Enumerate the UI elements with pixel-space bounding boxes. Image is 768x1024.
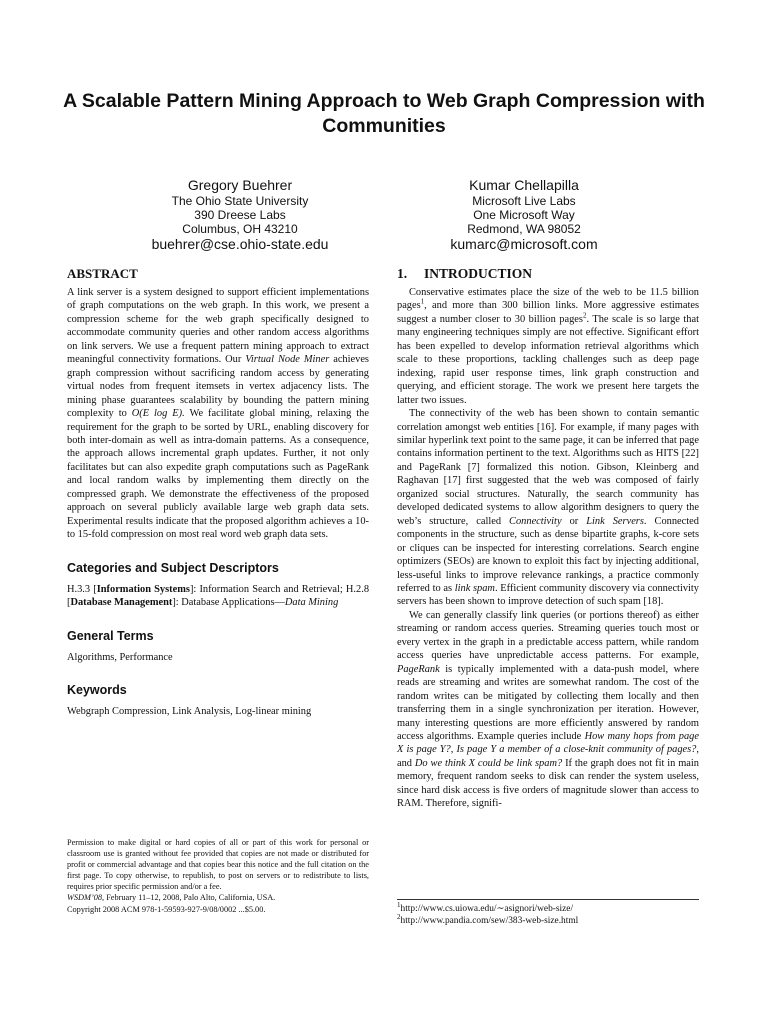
paper-title: A Scalable Pattern Mining Approach to Web Graph Compression with Communities [63, 90, 705, 137]
section-number: 1. [397, 266, 408, 281]
intro-paragraph-2 [397, 407, 699, 609]
author-email: kumarc@microsoft.com [450, 236, 598, 252]
footnote-url: http://www.pandia.com/sew/383-web-size.html [400, 916, 579, 926]
categories-heading: Categories and Subject Descriptors [67, 560, 279, 575]
footnote-ref: 1 [420, 297, 425, 306]
intro-paragraph-1 [397, 286, 699, 407]
footnote [397, 900, 699, 915]
categories-text [67, 583, 369, 610]
footnote-mark: 1 [397, 900, 401, 909]
text-part: is typically implemented with a data-push model, where reads are streaming and writes are somewhat random. The cost of the random writes can be mitigated by collecting them locally and then transferring them in a single synchronization per iteration. However, many interesting questions are more efficiently answered by random access algorithms. Example queries include [397, 663, 699, 742]
author-name: Gregory Buehrer [187, 177, 293, 193]
example-query: Do we think X could be link spam? [414, 757, 563, 769]
example-query: Is page Y a member of a close-knit community of pages? [456, 744, 697, 756]
text-part: , and [397, 744, 699, 769]
right-column [397, 265, 699, 811]
text-part: Conservative estimates place the size of the web to be 11.5 billion pages [397, 287, 699, 312]
abstract-text [67, 286, 369, 542]
footnote-mark: 2 [397, 912, 401, 921]
italic-term: Connectivity [509, 515, 562, 527]
left-column [67, 265, 369, 718]
text-part: . Connected components in the structure, such as dense bipartite graphs, k-core sets or cliques can be inspected for interesting correlations. Search engine optimizers (SEOs) are known to exploit this fact by injecting additional, less-useful links to improve relevance rankings, a practice commonly referred to as [397, 515, 699, 594]
general-terms-text: Algorithms, Performance [67, 651, 173, 663]
text-part: If the graph does not fit in main memory, frequent random seeks to disk can render the system useless, since hard disk access is five orders of magnitude slower than access to RAM. Therefore, signifi- [397, 757, 700, 810]
intro-heading [397, 265, 699, 282]
text-part: The connectivity of the web has been shown to contain semantic correlation amongst web entities [16]. For example, if many pages with similar hyperlink text point to the same page, it can be inferred that page contains information pertinent to the text. Algorithms such as HITS [22] and PageRank [7] formalized this notion. Gibson, Kleinberg and Raghavan [17] first suggested that the web was composed of fairly organized social structures. Naturally, the search community has developed dedicated systems to allow algorithm designers to query the web’s structure, called [397, 408, 699, 527]
author-affiliation-line: One Microsoft Way [473, 208, 575, 222]
category-italic: Data Mining [284, 597, 339, 609]
category-name: Database Management [70, 597, 173, 609]
abstract-text-part: achieves graph compression without sacrificing random access by generating virtual nodes from frequent itemsets in vertex adjacency lists. The mining phase guarantees scalability by bounding the pattern mining complexity to [67, 354, 369, 420]
text-part: . Efficient community discovery via connectivity servers has been shown to improve detection of such spam [18]. [397, 582, 699, 608]
author-name: Kumar Chellapilla [469, 177, 579, 193]
italic-term: Link Servers [586, 515, 644, 527]
author-block-1 [90, 176, 390, 253]
permission-text: Permission to make digital or hard copies of all or part of this work for personal or classroom use is granted without fee provided that copies are not made or distributed for profit or commercial advantage and that copies bear this notice and the full citation on the first page. To copy otherwise, to republish, to post on servers or to redistribute to lists, requires prior specific permission and/or a fee. [67, 838, 369, 892]
author-email: buehrer@cse.ohio-state.edu [151, 236, 329, 252]
abstract-text-part: We facilitate global mining, relaxing the requirement for the graph to be sorted by URL, enabling discovery for both inter-domain as well as intra-domain patterns. As a consequence, the approach allows incremental graph updates. Further, it not only facilitates but can also expedite graph computations such as PageRank and local random walks by implementing them directly on the compressed graph. We demonstrate the effectiveness of the proposed approach on several publicly available large web graph data sets. Experimental results indicate that the proposed algorithm achieves a 10- to 15-fold compression on most real word web graph data sets. [67, 408, 369, 541]
permission-notice [67, 837, 369, 915]
virtual-node-miner-term: Virtual Node Miner [245, 354, 330, 366]
footnotes [397, 899, 699, 927]
footnote-ref: 2 [582, 311, 587, 320]
keywords-text: Webgraph Compression, Link Analysis, Log-linear mining [67, 705, 312, 717]
author-affiliation-line: 390 Dreese Labs [194, 208, 286, 222]
category-code: H.3.3 [ [67, 583, 97, 595]
section-title: INTRODUCTION [424, 266, 533, 281]
complexity-formula: O(E log E). [131, 408, 185, 420]
abstract-text-part: A link server is a system designed to support efficient implementations of graph computations on the web graph. In this work, we present a compression scheme for the web graph specifically designed to accommodate community queries and other random access algorithms on link servers. We use a frequent pattern mining approach to extract meaningful connectivity formations. Our [67, 287, 369, 366]
intro-paragraph-3: We can generally classify link queries (or portions thereof) as either streaming or random access queries. Streaming queries touch most or every vertex in the graph in a predictable access pattern, while random access queries have unpredictable access patterns. For example, PageRank is typically implemented with a data-push model, where reads are streaming and writes are somewhat random. The cost of the random writes can be mitigated by collecting them locally and then transferring them in a single synchronization per iteration. However, many interesting questions are more efficiently answered by random access algorithms. Example queries include How many hops from page X is page Y?, Is page Y a member of a close-knit community of pages?, and Do we think X could be link spam? If the graph does not fit in main memory, frequent random seeks to disk can render the system useless, since hard disk access is five orders of magnitude slower than access to RAM. Therefore, signifi- [397, 609, 700, 810]
category-name: Information Systems [96, 583, 190, 595]
author-affiliation-line: Microsoft Live Labs [472, 194, 576, 208]
footnote [397, 912, 699, 927]
keywords-heading: Keywords [67, 682, 127, 697]
author-affiliation-line: Redmond, WA 98052 [467, 222, 581, 236]
venue-detail: February 11–12, 2008, Palo Alto, California, USA. [106, 893, 276, 903]
venue-line [67, 892, 369, 903]
author-block-2 [374, 176, 674, 253]
text-part: or [569, 515, 579, 527]
category-detail: ]: Database Applications— [172, 597, 285, 609]
copyright-line: Copyright 2008 ACM 978-1-59593-927-9/08/0002 ...$5.00. [67, 904, 266, 914]
general-terms-heading: General Terms [67, 628, 154, 643]
venue-name: WSDM’08, [67, 893, 105, 903]
italic-term: PageRank [397, 663, 440, 675]
category-detail: ]: Information Search and Retrieval; H.2.8 [ [67, 583, 370, 609]
author-affiliation-line: The Ohio State University [171, 194, 309, 208]
italic-term: link spam [454, 582, 495, 594]
abstract-heading: ABSTRACT [67, 266, 138, 281]
example-query: How many hops from page X is page Y? [397, 730, 699, 756]
author-affiliation-line: Columbus, OH 43210 [182, 222, 298, 236]
text-part: , and more than 300 billion links. More aggressive estimates suggest a number closer to 30 billion pages [397, 300, 699, 325]
footnote-url: http://www.cs.uiowa.edu/∼asignori/web-size/ [400, 904, 574, 914]
text-part: . The scale is so large that many engineering techniques simply are not effective. Significant effort has been expelled to develop information retrieval algorithms which scale to these proportions, tackling challenges such as deep page indexing, rapid user response times, link graph construction and querying, and efficient storage. The work we present here targets the latter two issues. [397, 313, 699, 406]
text-part: We can generally classify link queries (or portions thereof) as either streaming or random access queries. Streaming queries touch most or every vertex in the graph in a predictable access pattern, while random access queries have unpredictable access patterns. For example, [397, 609, 699, 662]
